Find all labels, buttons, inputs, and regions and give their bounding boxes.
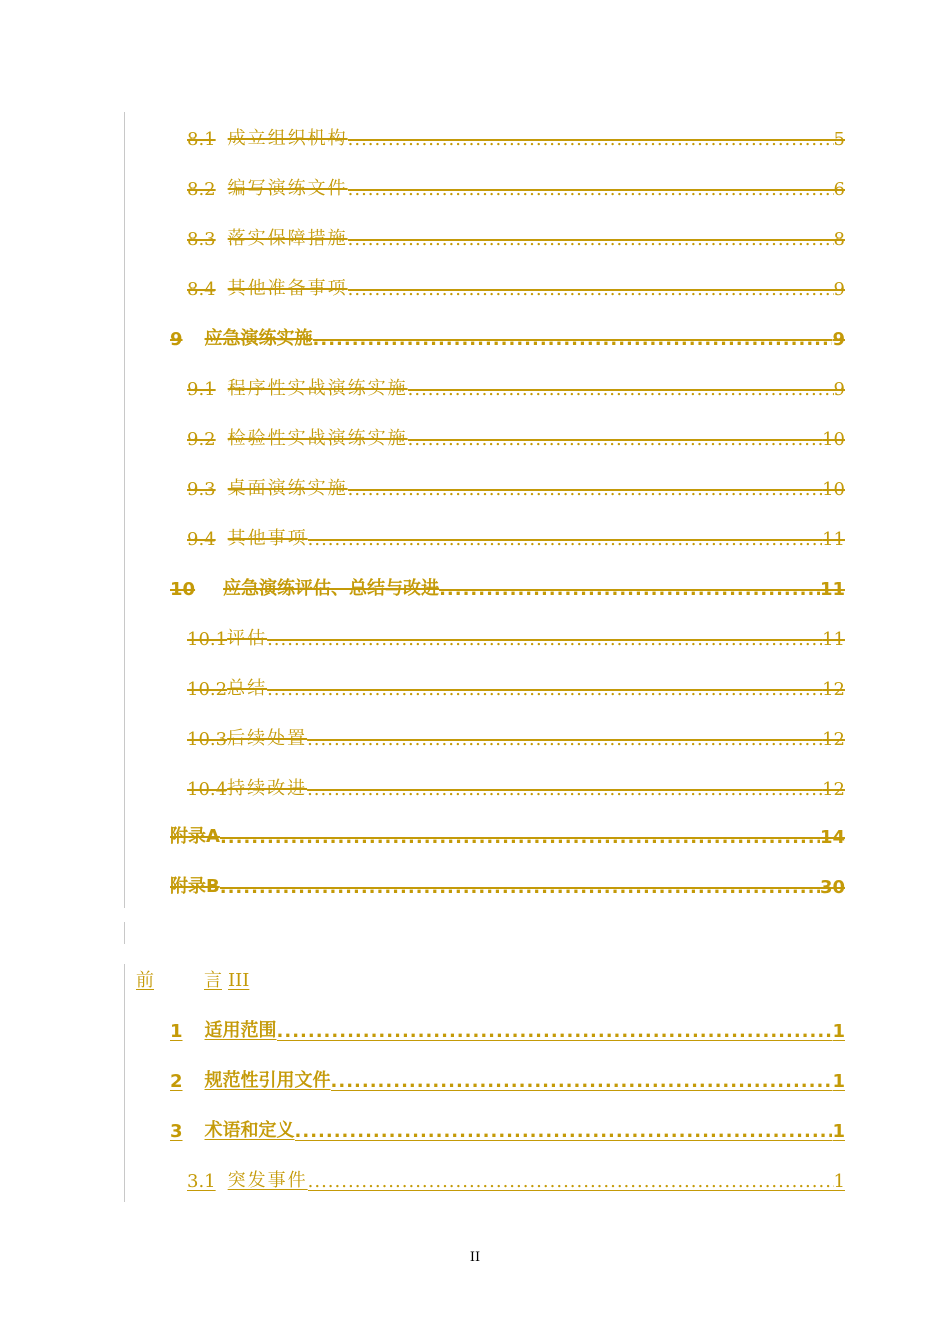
toc-leader bbox=[331, 1071, 833, 1092]
toc-leader bbox=[307, 779, 822, 800]
toc-entry-appendix-b[interactable] bbox=[170, 872, 845, 898]
toc-page: 11 bbox=[822, 629, 845, 650]
toc-entry-1[interactable] bbox=[170, 1016, 845, 1042]
toc-title: 程序性实战演练实施 bbox=[227, 378, 408, 399]
toc-number: 10.2 bbox=[187, 679, 228, 700]
toc-entry-10-1[interactable] bbox=[187, 624, 845, 650]
toc-entry-10-3[interactable] bbox=[187, 724, 845, 750]
toc-number: 8.2 bbox=[187, 179, 216, 200]
toc-title: 总结 bbox=[227, 678, 268, 699]
toc-entry-8-2[interactable] bbox=[187, 174, 845, 200]
toc-leader bbox=[348, 279, 834, 300]
toc-entry-8-4[interactable] bbox=[187, 274, 845, 300]
toc-page: 30 bbox=[819, 877, 845, 898]
toc-leader bbox=[277, 1021, 833, 1042]
toc-title: 编写演练文件 bbox=[227, 178, 348, 199]
toc-title: 持续改进 bbox=[227, 778, 308, 799]
toc-leader bbox=[408, 379, 834, 400]
toc-title: 其他事项 bbox=[227, 528, 308, 549]
toc-entry-10-2[interactable] bbox=[187, 674, 845, 700]
preface-char-1: 前 bbox=[136, 970, 154, 991]
toc-page: 9 bbox=[832, 329, 845, 350]
toc-entry-3-1[interactable] bbox=[187, 1166, 845, 1192]
toc-number: 9.3 bbox=[187, 479, 216, 500]
toc-number: 8.4 bbox=[187, 279, 216, 300]
toc-number: 9.2 bbox=[187, 429, 216, 450]
toc-page: 9 bbox=[833, 279, 845, 300]
toc-entry-10-4[interactable] bbox=[187, 774, 845, 800]
toc-leader bbox=[307, 729, 822, 750]
toc-title: 检验性实战演练实施 bbox=[227, 428, 408, 449]
toc-page: 10 bbox=[822, 479, 845, 500]
toc-title: 落实保障措施 bbox=[227, 228, 348, 249]
toc-page: 1 bbox=[832, 1021, 845, 1042]
toc-entry-3[interactable] bbox=[170, 1116, 845, 1142]
toc-entry-8-1[interactable] bbox=[187, 124, 845, 150]
toc-title: 附录B bbox=[170, 876, 220, 897]
toc-entry-10[interactable] bbox=[170, 574, 845, 600]
toc-title: 适用范围 bbox=[204, 1020, 277, 1041]
toc-leader bbox=[313, 329, 833, 350]
change-bar bbox=[124, 112, 125, 908]
toc-title: 附录A bbox=[170, 826, 220, 847]
toc-page: 11 bbox=[819, 579, 845, 600]
page-number: II bbox=[469, 1250, 481, 1265]
toc-number: 8.3 bbox=[187, 229, 216, 250]
toc-title: 术语和定义 bbox=[204, 1120, 295, 1141]
toc-page: 9 bbox=[833, 379, 845, 400]
toc-page: 10 bbox=[822, 429, 845, 450]
toc-page: 5 bbox=[833, 129, 845, 150]
toc-leader bbox=[348, 229, 834, 250]
toc-title: 应急演练评估、总结与改进 bbox=[223, 578, 440, 599]
toc-leader bbox=[408, 429, 822, 450]
toc-title: 后续处置 bbox=[227, 728, 308, 749]
toc-leader bbox=[308, 1171, 834, 1192]
toc-entry-9-1[interactable] bbox=[187, 374, 845, 400]
toc-number: 3 bbox=[170, 1121, 183, 1142]
preface-char-2: 言 bbox=[204, 970, 222, 991]
toc-leader bbox=[267, 629, 822, 650]
toc-entry-8-3[interactable] bbox=[187, 224, 845, 250]
toc-leader bbox=[348, 129, 834, 150]
toc-entry-2[interactable] bbox=[170, 1066, 845, 1092]
toc-page: 8 bbox=[833, 229, 845, 250]
toc-number: 3.1 bbox=[187, 1171, 216, 1192]
toc-page: 6 bbox=[833, 179, 845, 200]
toc-number: 2 bbox=[170, 1071, 183, 1092]
toc-title: 突发事件 bbox=[227, 1170, 308, 1191]
toc-leader bbox=[439, 579, 820, 600]
toc-page: 11 bbox=[822, 529, 845, 550]
toc-leader bbox=[220, 877, 820, 898]
toc-entry-preface[interactable] bbox=[136, 966, 249, 992]
toc-entry-appendix-a[interactable] bbox=[170, 822, 845, 848]
toc-title: 规范性引用文件 bbox=[204, 1070, 331, 1091]
toc-number: 9 bbox=[170, 329, 183, 350]
change-bar bbox=[124, 964, 125, 1202]
toc-page: 1 bbox=[833, 1171, 845, 1192]
toc-entry-9-3[interactable] bbox=[187, 474, 845, 500]
toc-page: 12 bbox=[822, 779, 845, 800]
toc-leader bbox=[348, 179, 834, 200]
toc-title: 其他准备事项 bbox=[227, 278, 348, 299]
toc-leader bbox=[295, 1121, 833, 1142]
toc-leader bbox=[308, 529, 822, 550]
toc-page: 14 bbox=[819, 827, 845, 848]
toc-number: 10 bbox=[170, 579, 196, 600]
toc-page: 12 bbox=[822, 679, 845, 700]
toc-title: 评估 bbox=[227, 628, 268, 649]
toc-page: 1 bbox=[832, 1121, 845, 1142]
toc-title: 成立组织机构 bbox=[227, 128, 348, 149]
preface-page: III bbox=[228, 970, 250, 991]
toc-entry-9[interactable] bbox=[170, 324, 845, 350]
toc-leader bbox=[267, 679, 822, 700]
toc-number: 8.1 bbox=[187, 129, 216, 150]
toc-entry-9-2[interactable] bbox=[187, 424, 845, 450]
change-bar bbox=[124, 922, 125, 944]
toc-title: 应急演练实施 bbox=[204, 328, 313, 349]
toc-leader bbox=[348, 479, 822, 500]
toc-number: 9.4 bbox=[187, 529, 216, 550]
toc-leader bbox=[220, 827, 820, 848]
toc-number: 1 bbox=[170, 1021, 183, 1042]
toc-entry-9-4[interactable] bbox=[187, 524, 845, 550]
toc-page: 1 bbox=[832, 1071, 845, 1092]
toc-title: 桌面演练实施 bbox=[227, 478, 348, 499]
toc-number: 10.3 bbox=[187, 729, 228, 750]
toc-page: 12 bbox=[822, 729, 845, 750]
toc-number: 9.1 bbox=[187, 379, 216, 400]
toc-number: 10.4 bbox=[187, 779, 228, 800]
toc-number: 10.1 bbox=[187, 629, 228, 650]
